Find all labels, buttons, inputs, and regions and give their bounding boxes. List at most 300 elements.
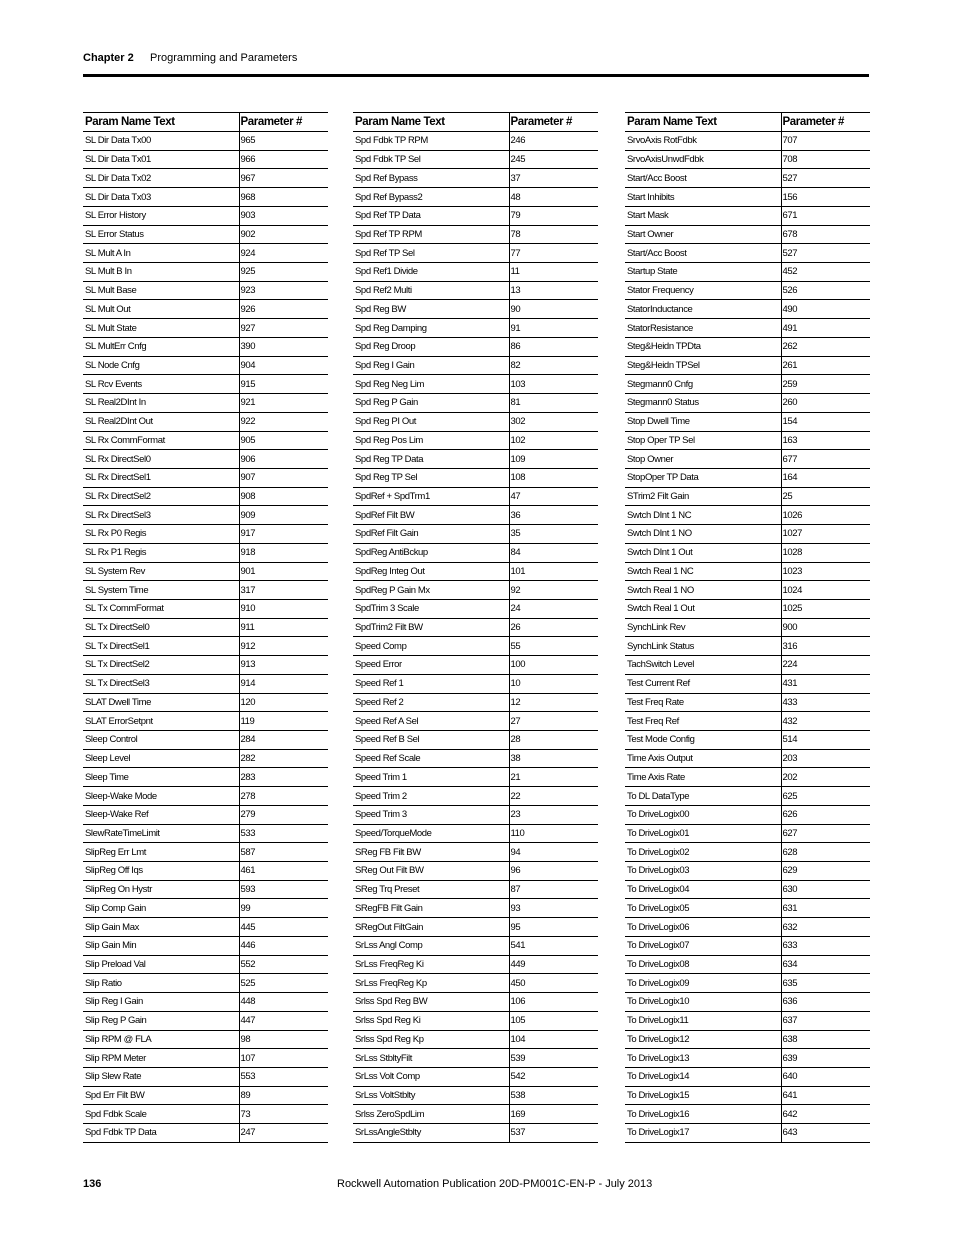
param-number-cell: 55 [509,637,598,656]
param-name-cell: SLAT Dwell Time [83,693,239,712]
param-name-cell: Spd Reg P Gain [353,394,509,413]
param-number-cell: 260 [781,394,870,413]
param-number-cell: 283 [239,768,328,787]
table-row [625,1049,870,1068]
param-number-cell: 677 [781,450,870,469]
param-name-cell: SynchLink Rev [625,618,781,637]
table-row [353,337,598,356]
param-number-cell: 629 [781,862,870,881]
table-row [83,1105,328,1124]
param-name-cell: SrLss Volt Comp [353,1067,509,1086]
param-number-cell: 48 [509,188,598,207]
param-number-cell: 169 [509,1105,598,1124]
table-row [353,637,598,656]
param-name-cell: Speed Ref Scale [353,749,509,768]
param-name-cell: To DL DataType [625,787,781,806]
param-name-cell: Swtch DInt 1 NC [625,506,781,525]
param-name-cell: SL MultErr Cnfg [83,337,239,356]
param-number-cell: 73 [239,1105,328,1124]
param-number-cell: 90 [509,300,598,319]
param-name-cell: SL Rx P1 Regis [83,543,239,562]
param-number-cell: 108 [509,468,598,487]
table-row [625,993,870,1012]
param-name-cell: Spd Ref TP RPM [353,225,509,244]
param-number-cell: 917 [239,525,328,544]
param-number-cell: 13 [509,281,598,300]
param-name-cell: Spd Reg I Gain [353,356,509,375]
param-name-cell: Sleep-Wake Mode [83,787,239,806]
table-row [625,169,870,188]
param-number-cell: 908 [239,487,328,506]
param-number-cell: 922 [239,412,328,431]
table-row [353,880,598,899]
param-number-cell: 447 [239,1011,328,1030]
table-row [353,394,598,413]
param-name-cell: To DriveLogix15 [625,1086,781,1105]
table-row [83,749,328,768]
table-row [83,450,328,469]
param-name-cell: Srlss ZeroSpdLim [353,1105,509,1124]
table-row [83,562,328,581]
publication-info: Rockwell Automation Publication 20D-PM001C-EN-P - July 2013 [337,1178,653,1190]
table-row [625,787,870,806]
param-name-cell: Spd Reg Neg Lim [353,375,509,394]
param-number-cell: 491 [781,319,870,338]
param-name-cell: SL Mult Out [83,300,239,319]
param-name-cell: Speed Error [353,656,509,675]
table-row [83,468,328,487]
param-number-cell: 93 [509,899,598,918]
param-name-cell: SpdReg Integ Out [353,562,509,581]
table-row [83,1086,328,1105]
param-number-cell: 541 [509,936,598,955]
table-row [625,394,870,413]
table-row [625,712,870,731]
table-row [83,188,328,207]
param-name-cell: Test Freq Rate [625,693,781,712]
param-name-cell: Time Axis Output [625,749,781,768]
param-number-cell: 446 [239,936,328,955]
table-row [353,1049,598,1068]
param-number-cell: 593 [239,880,328,899]
param-name-cell: SlipReg Err Lmt [83,843,239,862]
table-row [83,824,328,843]
table-row [625,599,870,618]
param-number-cell: 22 [509,787,598,806]
param-name-cell: Speed Trim 1 [353,768,509,787]
param-number-cell: 537 [509,1124,598,1143]
param-name-cell: SL Mult Base [83,281,239,300]
table-row [83,1049,328,1068]
param-name-cell: SlipReg Off Iqs [83,862,239,881]
table-row [83,618,328,637]
table-row [353,599,598,618]
param-name-cell: Speed Trim 3 [353,805,509,824]
table-row [83,993,328,1012]
param-name-cell: Spd Fdbk Scale [83,1105,239,1124]
table-row [625,188,870,207]
param-name-cell: SpdTrim2 Filt BW [353,618,509,637]
param-name-cell: Spd Reg PI Out [353,412,509,431]
table-row [83,225,328,244]
param-name-header: Param Name Text [625,113,781,132]
table-row [353,974,598,993]
param-name-cell: To DriveLogix08 [625,955,781,974]
table-row [83,375,328,394]
param-name-cell: To DriveLogix17 [625,1124,781,1143]
table-row [625,1105,870,1124]
param-number-cell: 119 [239,712,328,731]
table-row [83,787,328,806]
param-number-cell: 678 [781,225,870,244]
param-number-cell: 262 [781,337,870,356]
param-number-cell: 914 [239,674,328,693]
table-row [83,637,328,656]
param-name-cell: SL Error Status [83,225,239,244]
table-row [83,169,328,188]
param-name-cell: SL Mult State [83,319,239,338]
param-number-cell: 526 [781,281,870,300]
param-name-cell: Slip Reg I Gain [83,993,239,1012]
param-name-cell: Speed Ref 1 [353,674,509,693]
param-name-cell: SL Tx DirectSel0 [83,618,239,637]
param-number-cell: 552 [239,955,328,974]
param-name-cell: SlipReg On Hystr [83,880,239,899]
param-number-cell: 553 [239,1067,328,1086]
param-number-cell: 86 [509,337,598,356]
param-name-cell: SReg Trq Preset [353,880,509,899]
table-row [353,487,598,506]
param-name-cell: Srlss Spd Reg BW [353,993,509,1012]
param-number-cell: 47 [509,487,598,506]
param-name-cell: Sleep Level [83,749,239,768]
table-row [353,1086,598,1105]
table-row [625,862,870,881]
param-number-cell: 246 [509,132,598,151]
page-number: 136 [83,1178,102,1190]
param-number-cell: 907 [239,468,328,487]
param-number-cell: 542 [509,1067,598,1086]
param-name-cell: SL Dir Data Tx02 [83,169,239,188]
param-name-cell: SL Mult A In [83,244,239,263]
param-number-cell: 224 [781,656,870,675]
param-name-cell: Steg&Heidn TPSel [625,356,781,375]
param-number-cell: 626 [781,805,870,824]
param-number-cell: 924 [239,244,328,263]
table-row [625,225,870,244]
param-number-cell: 918 [239,543,328,562]
table-row [83,674,328,693]
table-row [83,880,328,899]
table-row [83,394,328,413]
param-name-cell: Stegmann0 Status [625,394,781,413]
param-name-cell: TachSwitch Level [625,656,781,675]
param-number-cell: 643 [781,1124,870,1143]
param-number-cell: 91 [509,319,598,338]
param-name-cell: To DriveLogix00 [625,805,781,824]
param-number-cell: 926 [239,300,328,319]
param-number-cell: 965 [239,132,328,151]
param-number-cell: 95 [509,918,598,937]
param-number-cell: 911 [239,618,328,637]
param-name-cell: Slip Comp Gain [83,899,239,918]
table-row [353,805,598,824]
table-row [83,693,328,712]
table-row [83,899,328,918]
param-number-cell: 11 [509,263,598,282]
param-number-cell: 641 [781,1086,870,1105]
param-number-header: Parameter # [509,113,598,132]
param-name-cell: SL Node Cnfg [83,356,239,375]
table-row [625,955,870,974]
param-name-cell: STrim2 Filt Gain [625,487,781,506]
param-name-cell: SL Rx P0 Regis [83,525,239,544]
param-number-cell: 110 [509,824,598,843]
table-row [353,674,598,693]
table-header-row [625,113,870,132]
table-row [353,543,598,562]
table-row [83,862,328,881]
param-number-cell: 968 [239,188,328,207]
param-number-cell: 282 [239,749,328,768]
param-name-cell: SL Real2DInt In [83,394,239,413]
table-row [625,618,870,637]
param-number-cell: 450 [509,974,598,993]
param-name-cell: To DriveLogix16 [625,1105,781,1124]
param-name-cell: Slip Gain Max [83,918,239,937]
param-name-cell: Spd Fdbk TP Sel [353,150,509,169]
table-row [353,281,598,300]
param-number-cell: 284 [239,731,328,750]
param-name-cell: SL Dir Data Tx03 [83,188,239,207]
table-row [625,936,870,955]
table-row [625,1067,870,1086]
param-number-cell: 527 [781,244,870,263]
param-number-cell: 99 [239,899,328,918]
table-row [83,132,328,151]
param-number-cell: 901 [239,562,328,581]
param-table-1 [83,112,328,1143]
param-number-cell: 79 [509,206,598,225]
param-name-cell: SL System Rev [83,562,239,581]
table-row [83,656,328,675]
param-number-cell: 632 [781,918,870,937]
param-number-cell: 904 [239,356,328,375]
table-row [83,244,328,263]
param-number-cell: 449 [509,955,598,974]
param-number-cell: 627 [781,824,870,843]
param-name-cell: Sleep Control [83,731,239,750]
param-name-cell: SrLss FreqReg Ki [353,955,509,974]
param-name-cell: Sleep-Wake Ref [83,805,239,824]
table-row [83,1067,328,1086]
table-row [353,899,598,918]
table-header-row [353,113,598,132]
param-name-cell: SReg Out Filt BW [353,862,509,881]
param-name-cell: StatorResistance [625,319,781,338]
param-number-cell: 12 [509,693,598,712]
table-row [353,1011,598,1030]
param-name-cell: SL Tx DirectSel2 [83,656,239,675]
table-row [83,599,328,618]
param-number-cell: 98 [239,1030,328,1049]
param-name-cell: SrLssAngleStblty [353,1124,509,1143]
param-number-cell: 247 [239,1124,328,1143]
param-name-cell: SL Dir Data Tx01 [83,150,239,169]
param-number-cell: 640 [781,1067,870,1086]
param-name-cell: Slip Gain Min [83,936,239,955]
param-number-cell: 921 [239,394,328,413]
table-row [83,581,328,600]
table-row [353,562,598,581]
param-name-cell: Spd Ref2 Multi [353,281,509,300]
param-name-cell: Time Axis Rate [625,768,781,787]
param-name-cell: Spd Reg TP Data [353,450,509,469]
param-name-cell: Srlss Spd Reg Ki [353,1011,509,1030]
table-row [353,824,598,843]
param-name-cell: Spd Fdbk TP Data [83,1124,239,1143]
param-name-cell: Spd Fdbk TP RPM [353,132,509,151]
param-number-cell: 77 [509,244,598,263]
param-name-cell: StopOper TP Data [625,468,781,487]
param-number-cell: 38 [509,749,598,768]
param-name-cell: Slip Reg P Gain [83,1011,239,1030]
param-name-cell: SpdReg P Gain Mx [353,581,509,600]
param-name-cell: Stator Frequency [625,281,781,300]
table-row [353,356,598,375]
param-name-cell: SLAT ErrorSetpnt [83,712,239,731]
table-row [83,955,328,974]
table-row [353,618,598,637]
param-name-cell: Stop Oper TP Sel [625,431,781,450]
param-number-cell: 639 [781,1049,870,1068]
param-number-cell: 35 [509,525,598,544]
table-row [353,731,598,750]
table-row [353,206,598,225]
param-name-cell: SrLss FreqReg Kp [353,974,509,993]
param-number-cell: 109 [509,450,598,469]
param-number-cell: 120 [239,693,328,712]
param-name-cell: Slip RPM Meter [83,1049,239,1068]
table-row [625,581,870,600]
param-number-cell: 261 [781,356,870,375]
param-number-cell: 448 [239,993,328,1012]
param-name-cell: Spd Reg Droop [353,337,509,356]
param-number-cell: 81 [509,394,598,413]
param-name-cell: Speed Trim 2 [353,787,509,806]
table-row [353,506,598,525]
param-number-cell: 913 [239,656,328,675]
param-number-cell: 107 [239,1049,328,1068]
param-number-cell: 634 [781,955,870,974]
param-number-cell: 103 [509,375,598,394]
table-row [625,319,870,338]
param-name-cell: SL Rx CommFormat [83,431,239,450]
param-number-cell: 900 [781,618,870,637]
param-number-cell: 905 [239,431,328,450]
param-name-cell: To DriveLogix05 [625,899,781,918]
param-number-cell: 390 [239,337,328,356]
table-row [353,132,598,151]
table-row [83,918,328,937]
table-row [83,300,328,319]
param-number-cell: 26 [509,618,598,637]
param-number-cell: 96 [509,862,598,881]
table-row [625,375,870,394]
table-row [353,375,598,394]
table-row [625,1011,870,1030]
table-row [353,244,598,263]
param-number-cell: 154 [781,412,870,431]
param-number-cell: 27 [509,712,598,731]
param-number-cell: 637 [781,1011,870,1030]
table-row [83,412,328,431]
table-row [625,206,870,225]
param-name-cell: To DriveLogix14 [625,1067,781,1086]
param-number-cell: 1026 [781,506,870,525]
table-row [83,431,328,450]
param-number-cell: 631 [781,899,870,918]
table-row [625,1124,870,1143]
table-row [353,150,598,169]
param-name-cell: SL Rx DirectSel1 [83,468,239,487]
table-row [83,843,328,862]
param-number-cell: 87 [509,880,598,899]
param-number-cell: 24 [509,599,598,618]
table-row [625,974,870,993]
param-name-cell: Spd Ref TP Sel [353,244,509,263]
param-name-cell: Swtch Real 1 NO [625,581,781,600]
table-row [353,431,598,450]
param-number-cell: 164 [781,468,870,487]
table-row [83,319,328,338]
param-number-cell: 23 [509,805,598,824]
param-number-cell: 538 [509,1086,598,1105]
table-row [83,768,328,787]
table-row [83,206,328,225]
param-number-cell: 105 [509,1011,598,1030]
table-row [353,169,598,188]
table-row [83,263,328,282]
param-number-cell: 1023 [781,562,870,581]
param-number-cell: 1027 [781,525,870,544]
table-row [625,562,870,581]
table-row [353,1067,598,1086]
table-row [353,936,598,955]
table-row [625,506,870,525]
table-row [353,412,598,431]
table-row [353,225,598,244]
param-number-cell: 101 [509,562,598,581]
param-name-cell: SrLss StbltyFilt [353,1049,509,1068]
table-row [625,150,870,169]
param-number-cell: 25 [781,487,870,506]
table-row [625,1086,870,1105]
param-name-cell: SpdRef Filt BW [353,506,509,525]
param-name-cell: SpdRef Filt Gain [353,525,509,544]
table-row [83,712,328,731]
param-name-cell: To DriveLogix02 [625,843,781,862]
param-name-cell: Slip RPM @ FLA [83,1030,239,1049]
table-row [625,412,870,431]
table-row [353,188,598,207]
table-row [353,955,598,974]
table-row [353,768,598,787]
table-row [353,656,598,675]
param-number-cell: 638 [781,1030,870,1049]
table-row [353,1105,598,1124]
param-number-cell: 433 [781,693,870,712]
